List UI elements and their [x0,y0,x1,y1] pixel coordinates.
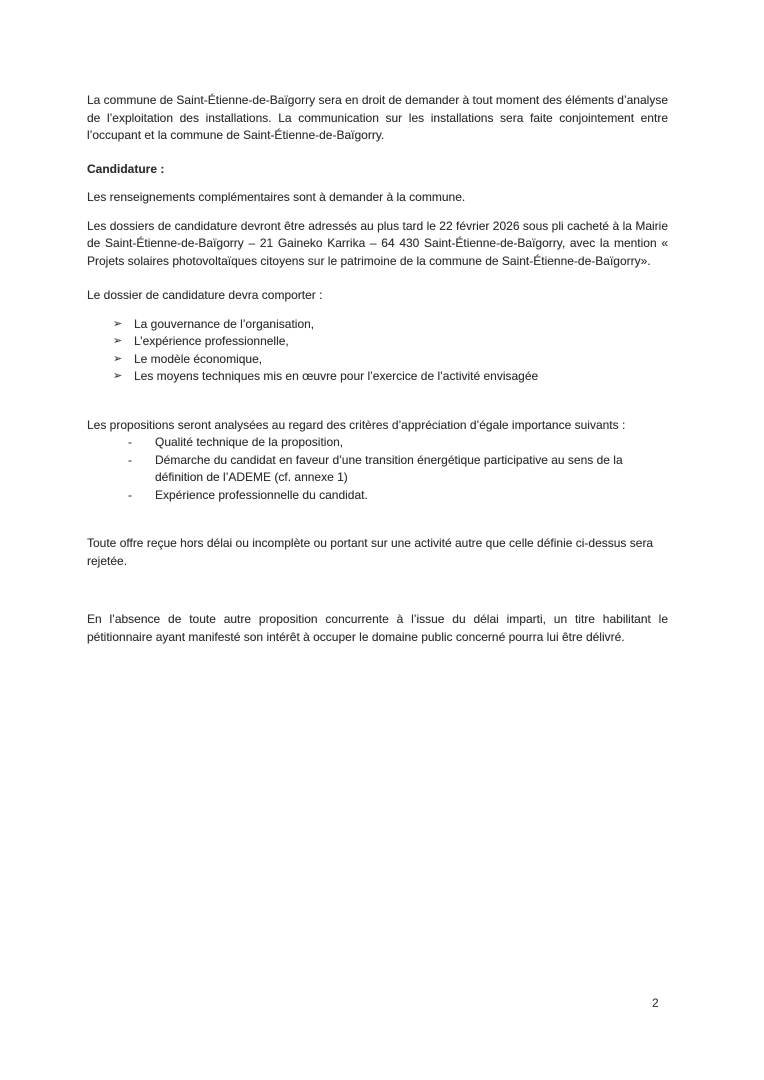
list-item [87,434,668,452]
list-item [87,452,668,487]
list-item-label: Démarche du candidat en faveur d’une transition énergétique participative au sens de la définition de l’ADEME (cf. annexe 1) [155,452,623,484]
list-item [87,351,668,369]
paragraph-dossiers-candidature: Les dossiers de candidature devront être adressés au plus tard le 22 février 2026 sous pli cacheté à la Mairie de Saint-Étienne-de-Baïgorry – 21 Gaineko Karrika – 64 430 Saint-Étienne-de-Baïgorry, avec la mention « Projets solaires photovoltaïques citoyens sur le patrimoine de la commune de Saint-Étienne-de-Baïgorry». [87,218,668,268]
spacer [87,515,668,535]
list-item [87,487,668,505]
dash-bullet-icon: - [128,435,132,449]
paragraph-analyse-exploitation: La commune de Saint-Étienne-de-Baïgorry sera en droit de demander à tout moment des éléments d’analyse de l’exploitation des installations. La communication sur les installations sera faite conjointement entre l’occupant et la commune de Saint-Étienne-de-Baïgorry. [87,93,668,142]
arrow-bullet-icon: ➢ [113,317,123,330]
list-item [87,316,668,334]
dash-bullet-list [87,434,668,504]
list-item [87,368,668,386]
arrow-bullet-icon: ➢ [113,335,123,347]
list-item-label: Les moyens techniques mis en œuvre pour l’exercice de l’activité envisagée [134,369,539,383]
list-item-label: La gouvernance de l’organisation, [134,316,315,331]
dash-bullet-icon: - [128,452,132,467]
list-item-label: L’expérience professionnelle, [134,334,289,348]
heading-candidature: Candidature : [87,161,165,176]
arrow-bullet-icon: ➢ [113,370,123,382]
list-item-label: Qualité technique de la proposition, [155,435,344,449]
document-body [87,92,668,657]
arrow-bullet-icon: ➢ [113,352,123,365]
paragraph-renseignements: Les renseignements complémentaires sont à demander à la commune. [87,190,466,204]
list-item [87,333,668,351]
page-number: 2 [652,996,659,1010]
list-item-label: Expérience professionnelle du candidat. [155,487,368,502]
spacer [87,581,668,611]
arrow-bullet-list [87,316,668,386]
paragraph-absence-proposition: En l’absence de toute autre proposition concurrente à l’issue du délai imparti, un titre habilitant le pétitionnaire ayant manifesté son intérêt à occuper le domaine public concerné pourra lui être délivré. [87,612,668,644]
paragraph-dossier-comporter: Le dossier de candidature devra comporter : [87,288,323,302]
list-item-label: Le modèle économique, [134,351,263,366]
paragraph-offre-rejetee: Toute offre reçue hors délai ou incomplète ou portant sur une activité autre que celle définie ci-dessus sera rejetée. [87,536,654,568]
dash-bullet-icon: - [128,487,132,502]
paragraph-propositions-criteres: Les propositions seront analysées au regard des critères d’appréciation d’égale importance suivants : [87,417,626,432]
spacer [87,397,668,417]
